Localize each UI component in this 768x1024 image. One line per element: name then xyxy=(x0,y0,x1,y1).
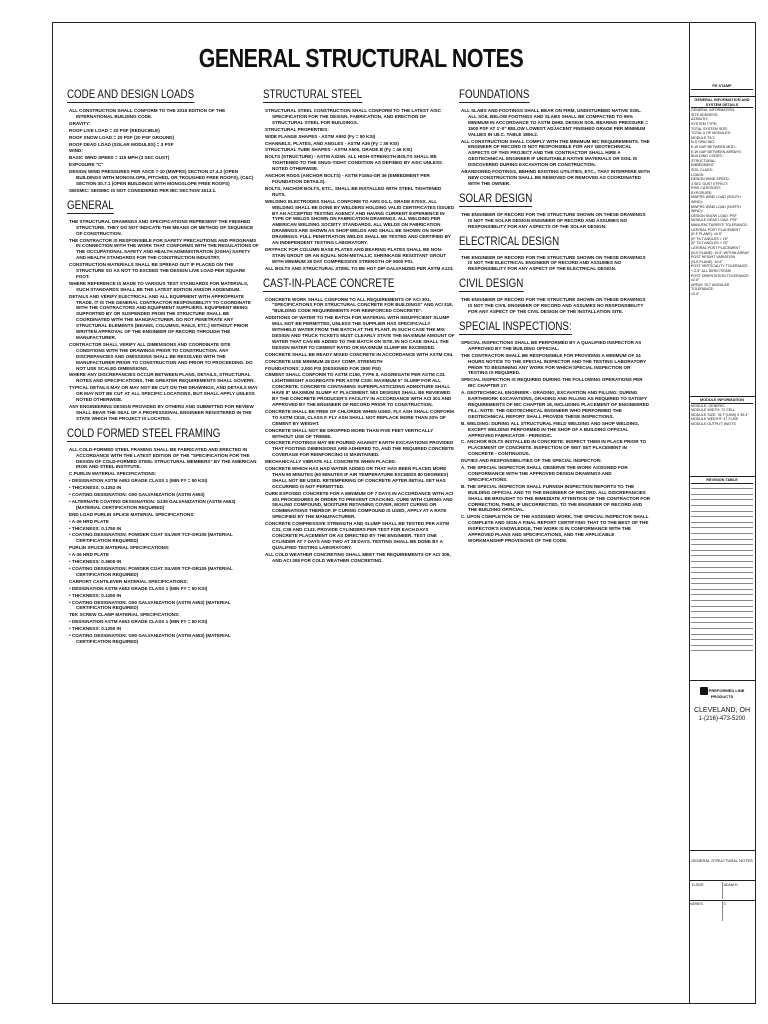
sheet-number: 3 xyxy=(723,902,726,906)
info-line: (IF TILT ANGLES < 20° xyxy=(691,241,729,246)
note-item: • DESIGNATION ASTM A653 GRADE CLASS 1 (MIN FY = 50 KSI) xyxy=(69,619,208,625)
note-item: MECHANICALLY VIBRATE ALL CONCRETE WHEN PLACED. xyxy=(265,459,397,465)
pe-stamp-box xyxy=(689,23,755,97)
note-item: ALL CONSTRUCTION SHALL CONFORM TO THE 2015 EDITION OF THE INTERNATIONAL BUILDING CODE. xyxy=(69,108,226,119)
note-item: CONCRETE WHICH HAS HAD WATER ADDED OR THAT HAS BEEN PLACED MORE THAN 90 MINUTES (60 MINUTES IF AIR TEMPERATURE EXCEEDS 80 DEGREES) SHALL NOT BE USED. RETEMPERING OF CONCRETE AFTER INITIAL SET HAS OCCURRED IS NOT PERMITTED. xyxy=(265,466,449,489)
note-item: C. UPON COMPLETION OF THE ASSIGNED WORK, THE SPECIAL INSPECTOR SHALL COMPLETE AND SIGN A FINAL REPORT CERTIFYING THAT TO THE BEST OF THE INSPECTOR'S KNOWLEDGE, THE WORK IS IN CONFORMANCE WITH THE APPROVED PLANS AND SPECIFICATIONS, AND THE APPLICABLE WORKMANSHIP PROVISIONS OF THE CODE. xyxy=(461,514,649,543)
notes-section xyxy=(459,278,651,315)
info-line: BUILDING CODES: xyxy=(691,154,723,159)
note-item: GRAVITY: xyxy=(69,120,91,126)
note-item: CARPORT CANTILEVER MATERIAL SPECIFICATIONS: xyxy=(69,578,188,584)
info-line: SYSTEM TYPE: xyxy=(691,121,718,126)
notes-section xyxy=(67,200,259,422)
note-item: • DESIGNATION ASTM A653 GRADE CLASS 1 (MIN FY = 50 KSI) xyxy=(69,478,208,484)
note-item: • COATING DESIGNATION: POWDER COAT SILVER TCF-DR105 (MATERIAL CERTIFICATION REQUIRED) xyxy=(69,532,233,544)
note-item: ROOF DEAD LOAD (SOLAR MODULES) = 3 PSF xyxy=(69,141,174,147)
info-line: POST VERTICALITY TOLERANCE: xyxy=(691,264,749,269)
note-item: • COATING DESIGNATION: G90 GALVANIZATION (ASTM A653) (MATERIAL CERTIFICATION REQUIRED) xyxy=(69,633,231,644)
info-line: STRUCTURAL: xyxy=(691,158,717,163)
note-item: DUTIES AND RESPONSIBILITIES OF THE SPECIAL INSPECTOR: xyxy=(461,458,602,464)
note-item: BASIC WIND SPEED = 115 MPH (3 SEC GUST) xyxy=(69,155,170,161)
note-item: CURE EXPOSED CONCRETE FOR A MINIMUM OF 7 DAYS IN ACCORDANCE WITH ACI 301 PROCEDURES IN ORDER TO PREVENT CRACKING. CURE WITH CURING AND SEALING COMPOUND, MOISTURE RETAINING COVER, MOIST CURING OR COMBINATIONS THEREOF. IF CURING COMPOUND IS USED, APPLY AT A RATE SPECIFIED BY THE MANUFACTURER. xyxy=(265,490,454,520)
note-item: ALL COLD-FORMED STEEL FRAMING SHALL BE FABRICATED AND ERECTED IN ACCORDANCE WITH THE LATEST EDITION OF THE "SPECIFICATION FOR THE DESIGN OF COLD-FORMED STEEL STRUCTURAL MEMBERS" BY THE AMERICAN IRON AND STEEL INSTITUTE. xyxy=(69,446,257,470)
note-item: ADDITIONS OF WATER TO THE BATCH FOR MATERIAL WITH INSUFFICIENT SLUMP WILL NOT BE PERMITTED, UNLESS THE SUPPLIER HAS SPECIFICALLY WITHHELD WATER FROM THE BATCH AT THE PLANT. IN SUCH CASE THE MIX DESIGN AND TRUCK TICKETS MUST CLEARLY STATE THE MAXIMUM AMOUNT OF WATER THAT CAN BE ADDED TO THE BATCH ON SITE. IN NO CASE SHALL THE DESIGN WATER TO CEMENT RATIO OR MAXIMUM SLUMP BE EXCEEDED. xyxy=(265,315,455,350)
info-line: (E-F PLANE): ±0.5" xyxy=(691,232,723,237)
note-item: ALL CONSTRUCTION SHALL COMPLY WITH THE MINIMUM IBC REQUIREMENTS. THE ENGINEER OF RECORD IS NOT RESPONSIBLE FOR ANY GEOTECHNICAL ASPECTS OF THIS PROJECT AND THE CONTRACTOR SHALL HIRE A GEOTECHNICAL ENGINEER IF UNSUITABLE NATIVE MATERIALS OR SOIL IS DISCOVERED DURING EXCAVATION OR CONSTRUCTION. xyxy=(461,138,650,168)
section-heading: CIVIL DESIGN xyxy=(459,278,524,291)
general-info-heading: GENERAL INFORMATION AND SYSTEM DETAILS xyxy=(691,98,753,108)
info-line: MODULE: GENERIC xyxy=(691,403,725,408)
info-line: RISK CATEGORY: xyxy=(691,186,722,191)
notes-section xyxy=(263,278,455,564)
drawn-by: ADAM H. xyxy=(723,883,739,887)
company-phone: 1-(216)-473-5200 xyxy=(698,715,746,722)
info-line: TOTAL # OF MODULES: xyxy=(691,131,731,136)
note-item: WHERE REFERENCE IS MADE TO VARIOUS TEST STANDARDS FOR MATERIALS, SUCH STANDARDS SHALL BE THE LATEST EDITION AND/OR ADDENDUM. xyxy=(69,280,249,292)
company-logo xyxy=(691,687,753,700)
info-line: MODULE WEIGHT: 47.3 LBS xyxy=(691,417,739,422)
info-line: MODULE WIDTH: 72 CELL xyxy=(691,408,736,413)
info-line: LOADS: xyxy=(691,172,705,177)
info-line: EXPOSURE: xyxy=(691,190,712,195)
note-item: SEISMIC: SEISMIC IS NOT CONSIDERED PER IBC SECTION 1613.1. xyxy=(69,187,217,193)
section-heading: COLD FORMED STEEL FRAMING xyxy=(67,427,221,440)
note-item: END LOAD PURLIN SPLICE MATERIAL SPECIFICATIONS: xyxy=(69,511,195,517)
info-line: MANUFACTURER'S TOLERANCE: xyxy=(691,223,748,228)
info-line: DESIGN WIND SPEED: xyxy=(691,177,730,182)
info-line: MODULE DEAD LOAD: PSF xyxy=(691,218,738,223)
note-item: A. THE SPECIAL INSPECTOR SHALL OBSERVE THE WORK ASSIGNED FOR CONFORMANCE WITH THE APPROVED DESIGN DRAWINGS AND SPECIFICATIONS. xyxy=(461,465,628,482)
module-info-lines xyxy=(691,404,753,427)
note-item: CONCRETE SHALL BE READY MIXED CONCRETE IN ACCORDANCE WITH ASTM C94. xyxy=(265,351,454,357)
note-item: • THICKNESS: 0.3600 IN xyxy=(69,559,122,565)
info-line: DESIGN SNOW LOAD: PSF xyxy=(691,213,737,218)
info-line: ±2.5° xyxy=(691,291,700,296)
info-line: ARRAY TILT ANGULAR TOLERANCE: xyxy=(691,282,730,292)
info-line: +-2.5° ALL DIRECTIONS xyxy=(691,268,731,273)
info-line: SOIL CLASS: xyxy=(691,167,713,172)
note-item: DESIGN WIND PRESSURES PER ASCE 7-10 (MWFRS) SECTION 27.4.3 (OPEN BUILDINGS WITH MONOSLOPE, PITCHED, OR TROUGHED FREE ROOFS), (C&C) SECTION 30.7.1 (OPEN BUILDINGS WITH MONOSLOPE FREE ROOFS) xyxy=(69,169,254,186)
section-heading: SOLAR DESIGN xyxy=(459,192,533,205)
title-block xyxy=(689,23,755,1003)
note-item: FOUNDATIONS: 3,000 PSI (DESIGNED FOR 2500 PSI) xyxy=(265,365,381,371)
logo-icon xyxy=(700,687,708,695)
note-item: • A-36 HRD PLATE xyxy=(69,518,109,524)
note-item: THE STRUCTURAL DRAWINGS AND SPECIFICATIONS REPRESENT THE FINISHED STRUCTURE. THEY DO NOT INDICATE THE MEANS OR METHOD OF SEQUENCE OF CONSTRUCTION. xyxy=(69,218,254,236)
note-item: SPECIAL INSPECTION IS REQUIRED DURING THE FOLLOWING OPERATIONS PER IBC CHAPTER 17: xyxy=(461,377,643,389)
sheet-info-row-2 xyxy=(689,901,755,921)
note-item: • COATING DESIGNATION: G90 GALVANIZATION (ASTM A653) xyxy=(69,492,205,498)
sheet-size: D-SIZE xyxy=(691,882,723,899)
info-line: LATERAL POST PLACEMENT xyxy=(691,227,741,232)
info-line: MODULE SIZE: 78.7"(1999) X 39.4" xyxy=(691,412,749,417)
note-item: • A-36 HRD PLATE xyxy=(69,552,109,558)
logo-text: PREFORMED LINE PRODUCTS xyxy=(708,688,745,699)
company-city: CLEVELAND, OH xyxy=(693,706,751,714)
revision-table-lines xyxy=(691,484,753,652)
note-item: • THICKNESS: 0.1252 IN xyxy=(69,485,122,491)
note-item: CONCRETE SHALL BE FREE OF CHLORIDE WHEN USED. FLY ASH SHALL CONFORM TO ASTM C618, CLASS F. FLY ASH SHALL NOT REPLACE MORE THAN 20% OF CEMENT BY WEIGHT. xyxy=(265,408,454,426)
note-item: • COATING DESIGNATION: G90 GALVANIZATION (ASTM A653) (MATERIAL CERTIFICATION REQUIRED) xyxy=(69,599,231,611)
note-item: CEMENT SHALL CONFORM TO ASTM C150, TYPE II. AGGREGATE PER ASTM C33. LIGHTWEIGHT AGGREGATE PER ASTM C330. MAXIMUM 5" SLUMP FOR ALL CONCRETE. CONCRETE CONTAINING SUPERPLASTICIZING ADMIXTURE SHALL HAVE 8" MAXIMUM SLUMP AT PLACEMENT. MIX DESIGNS SHALL BE REVIEWED BY THE CONCRETE PRODUCER'S FACILITY IN ACCORDANCE WITH ACI 301 AND APPROVED BY THE ENGINEER OF RECORD PRIOR TO CONSTRUCTION. xyxy=(265,372,452,407)
info-line: AZIMUTH: xyxy=(691,117,708,122)
note-item: STRUCTURAL TUBE SHAPES - ASTM A500, GRADE B (Fy = 46 KSI) xyxy=(265,147,412,153)
info-line: MWFRS WIND LOAD (SOUTH WIND): xyxy=(691,195,741,205)
notes-section xyxy=(67,89,259,194)
note-item: • THICKNESS: 0.1750 IN xyxy=(69,525,122,531)
section-heading: SPECIAL INSPECTIONS: xyxy=(459,320,572,333)
note-item: ALL BOLTS AND STRUCTURAL STEEL TO BE HOT DIP GALVANIZED PER ASTM A123. xyxy=(265,265,454,271)
note-item: ABANDONED FOOTINGS, BEHIND EXISTING UTILITIES, ETC., THAT INTERFERE WITH NEW CONSTRUCTION SHALL BE REMOVED OR REMOVED AS COORDINATED WITH THE OWNER. xyxy=(461,169,650,186)
note-item: CONTRACTOR SHALL VERIFY ALL DIMENSIONS AND COORDINATE SITE CONDITIONS WITH THE DRAWINGS PRIOR TO CONSTRUCTION. ANY DISCREPANCIES AND OMISSIONS SHALL BE RESOLVED WITH THE MANUFACTURER PRIOR TO CONSTRUCTION AND PRIOR TO PROCEEDING. DO NOT USE SCALED DIMENSIONS. xyxy=(69,341,253,371)
note-item: BOLTS (STRUCTURE) - ASTM A325N. ALL HIGH-STRENGTH BOLTS SHALL BE TIGHTENED TO THE SNUG-TIGHT CONDITION AS DEFINED BY AISC UNLESS NOTED OTHERWISE. xyxy=(265,154,442,172)
note-item: ROOF LIVE LOAD = 20 PSF (REDUCIBLE) xyxy=(69,127,160,133)
general-info-box xyxy=(689,97,755,397)
note-item: TEK SCREW CLAMP MATERIAL SPECIFICATIONS: xyxy=(69,612,180,618)
info-line: TOTAL SYSTEM SIZE: xyxy=(691,126,728,131)
info-line: E-W GAP BETWEEN ARRAYS: xyxy=(691,149,742,154)
revision-table-heading: REVISION TABLE xyxy=(691,478,753,484)
note-item: B. WELDING: DURING ALL STRUCTURAL FIELD WELDING AND SHOP WELDING, EXCEPT WELDING PERFORMED IN THE SHOP OF A BUILDING OFFICIAL APPROVED FABRICATOR - PERIODIC. xyxy=(461,420,640,438)
module-info-box xyxy=(689,397,755,477)
notes-section xyxy=(263,89,455,272)
note-item: ANCHOR RODS (ANCHOR BOLTS) - ASTM F1554-GR 36 (EMBEDMENT PER FOUNDATION DETAILS). xyxy=(265,173,430,184)
note-item: ROOF SNOW LOAD = 20 PSF (20 PSF GROUND) xyxy=(69,134,175,140)
sheet-title: GENERAL STRUCTURAL NOTES xyxy=(691,858,753,863)
note-item: CONCRETE COMPRESSIVE STRENGTH AND SLUMP SHALL BE TESTED PER ASTM C31, C39 AND C143. PROVIDE CYLINDERS PER TEST FOR EACH DAYS CONCRETE PLACEMENT OR AS DIRECTED BY THE ENGINEER. TEST ONE CYLINDER AT 7 DAYS AND TWO AT 28 DAYS. TESTING SHALL BE DONE BY A QUALIFIED TESTING LABORATORY. xyxy=(265,521,450,550)
sheet-title-box xyxy=(689,851,755,881)
notes-section xyxy=(459,193,651,230)
note-item: ALL SLABS AND FOOTINGS SHALL BEAR ON FIRM, UNDISTURBED NATIVE SOIL. ALL SOIL BELOW FOOTINGS AND SLABS SHALL BE COMPACTED TO 95% MINIMUM IN ACCORDANCE TO ASTM D698. DESIGN SOIL BEARING PRESSURE = 1500 PSF AT 1'-0" BELOW LOWEST ADJACENT FINISHED GRADE PER MINIMUM VALUES IN I.B.C. TABLE 1806.2. xyxy=(461,108,648,137)
info-line: POST ORIENTATION TOLERANCE: xyxy=(691,273,750,278)
section-heading: GENERAL xyxy=(67,199,114,212)
notes-section xyxy=(459,89,651,187)
note-item: • DESIGNATION ASTM A653 GRADE CLASS 1 (MIN FY = 50 KSI) xyxy=(69,585,208,591)
note-item: THE CONTRACTOR SHALL BE RESPONSIBLE FOR PROVIDING A MINIMUM OF 24 HOURS NOTICE TO THE SPECIAL INSPECTOR AND THE TESTING LABORATORY PRIOR TO BEGINNING ANY WORK FOR WHICH SPECIAL INSPECTION OR TESTING IS REQUIRED. xyxy=(461,352,647,376)
page-title: GENERAL STRUCTURAL NOTES xyxy=(198,43,524,73)
notes-section xyxy=(459,321,651,544)
note-item: C. ANCHOR BOLTS INSTALLED IN CONCRETE: INSPECT THEM IN PLACE PRIOR TO PLACEMENT OF CONCRETE. INSPECTION OF WET SET PLACEMENT IN CONCRETE - CONTINUOUS. xyxy=(461,439,647,457)
info-line: 3 SEC GUST EFFECT: xyxy=(691,181,728,186)
info-line: SITE ADDRESS: xyxy=(691,112,719,117)
info-line: MODULE OUTPUT: WATTS xyxy=(691,421,736,426)
note-item: THE ENGINEER OF RECORD FOR THE STRUCTURE SHOWN ON THESE DRAWINGS IS NOT THE CIVIL ENGINEER OF RECORD AND ASSUMES NO RESPONSIBILITY FOR ANY ASPECT OF THE CIVIL DESIGN OF THE INSTALLATION SITE. xyxy=(461,297,646,315)
notes-column-3 xyxy=(459,89,651,550)
note-item: EXPOSURE "C" xyxy=(69,162,104,168)
info-line: MWFRS WIND LOAD (NORTH WIND): xyxy=(691,204,741,214)
pe-stamp-label: PE STAMP xyxy=(691,84,753,90)
sheet-scale: VARIES xyxy=(689,901,723,921)
note-item: STRUCTURAL PROPERTIES: xyxy=(265,126,329,132)
note-item: SPECIAL INSPECTIONS SHALL BE PERFORMED BY A QUALIFIED INSPECTOR AS APPROVED BY THE BUILDING OFFICIAL. xyxy=(461,339,642,351)
note-item: THE ENGINEER OF RECORD FOR THE STRUCTURE SHOWN ON THESE DRAWINGS IS NOT THE ELECTRICAL ENGINEER OF RECORD AND ASSUMES NO RESPONSIBILITY FOR ANY ASPECT OF THE ELECTRICAL DESIGN. xyxy=(461,254,646,272)
info-line: POST HEIGHT VARIATION xyxy=(691,255,736,260)
section-heading: ELECTRICAL DESIGN xyxy=(459,235,560,248)
note-item: C PURLIN MATERIAL SPECIFICATIONS: xyxy=(69,471,157,477)
section-heading: CAST-IN-PLACE CONCRETE xyxy=(263,277,395,290)
note-item: • THICKNESS: 0.1250 IN xyxy=(69,592,122,598)
info-line: LATERAL POST PLACEMENT xyxy=(691,246,741,250)
info-line: EMBEDMENT: xyxy=(691,163,715,168)
revision-row xyxy=(691,646,753,652)
info-line: (N-S PLANE): ±0.5" WITHIN ARRAY xyxy=(691,250,750,255)
note-item: A. GEOTECHNICAL ENGINEER - GRADING, EXCAVATION AND FILLING: DURING EARTHWORK EXCAVATIONS, GRADING AND FILLING AS REQUIRED TO SATISFY REQUIREMENTS OF IBC CHAPTER 18, INCLUDING PLACEMENT OF ENGINEERED FILL. NOTE: THE GEOTECHNICAL ENGINEER WHO PERFORMED THE GEOTECHNICAL REPORT SHALL PROVIDE THESE INSPECTIONS. xyxy=(461,390,649,419)
company-box xyxy=(689,681,755,851)
note-item: • ALTERNATE COATING DESIGNATION: G235 GALVANIZATION (ASTM A653) (MATERIAL CERTIFICATION REQUIRED) xyxy=(69,498,236,510)
module-info-heading: MODULE INFORMATION xyxy=(691,398,753,404)
note-item: ANY ENGINEERING DESIGN PROVIDED BY OTHERS AND SUBMITTED FOR REVIEW SHALL BEAR THE SEAL OF A PROFESSIONAL ENGINEER REGISTERED IN THE STATE WHICH THE PROJECT IS LOCATED. xyxy=(69,403,254,421)
note-item: WIND: xyxy=(69,148,83,154)
note-item: TYPICAL DETAILS MAY OR MAY NOT BE CUT ON THE DRAWINGS, AND DETAILS MAY OR MAY NOT BE CUT AT ALL SPECIFIC LOCATIONS, BUT SHALL APPLY UNLESS NOTED OTHERWISE. xyxy=(69,385,258,403)
info-line: MODULE TILT: xyxy=(691,135,716,140)
section-heading: FOUNDATIONS xyxy=(459,89,530,101)
notes-section xyxy=(459,236,651,273)
note-item: • THICKNESS: 0.1250 IN xyxy=(69,626,122,632)
general-info-lines xyxy=(691,108,753,296)
info-line: (IF TILT ANGLES > 20° xyxy=(691,236,729,241)
section-heading: STRUCTURAL STEEL xyxy=(263,89,363,101)
sheet-info-row-1 xyxy=(689,881,755,901)
note-item: • COATING DESIGNATION: POWDER COAT SILVER TCF-DR105 (MATERIAL CERTIFICATION REQUIRED) xyxy=(69,566,233,577)
note-item: CONCRETE WORK SHALL CONFORM TO ALL REQUIREMENTS OF ACI 301, "SPECIFICATIONS FOR STRUCTURAL CONCRETE FOR BUILDINGS" AND ACI 318, "BUILDING CODE REQUIREMENTS FOR REINFORCED CONCRETE". xyxy=(265,296,453,314)
note-item: CONCRETE FOOTINGS MAY BE POURED AGAINST EARTH EXCAVATIONS PROVIDED THAT FOOTING DIMENSIONS ARE ADHERED TO, AND THE REQUIRED CONCRETE COVERAGE FOR REINFORCING IS MAINTAINED. xyxy=(265,440,455,458)
drawing-sheet xyxy=(52,22,756,1004)
note-item: CONCRETE SHALL NOT BE DROPPED MORE THAN FIVE FEET VERTICALLY WITHOUT USE OF TREMIE. xyxy=(265,427,434,439)
note-item: B. THE SPECIAL INSPECTOR SHALL FURNISH INSPECTION REPORTS TO THE BUILDING OFFICIAL AND TO THE ENGINEER OF RECORD. ALL DISCREPANCIES SHALL BE BROUGHT TO THE IMMEDIATE ATTENTION OF THE CONTRACTOR FOR CORRECTION, THEN, IF UNCORRECTED, TO THE ENGINEER OF RECORD AND THE BUILDING OFFICIAL. xyxy=(461,483,651,513)
info-line: (N-S PLANE): ±0.5" xyxy=(691,259,723,264)
note-item: PURLIN SPLICE MATERIAL SPECIFICATIONS: xyxy=(69,545,170,551)
notes-section xyxy=(67,428,259,645)
info-line: ±2.5° xyxy=(691,278,700,283)
note-item: DRYPACK FOR COLUMN BASE PLATES AND BEARING PLATES SHALL BE NON-STAIN GROUT OR AN EQUAL NON-METALLIC SHRINKAGE RESISTANT GROUT WITH MINIMUM 28 DAY COMPRESSIVE STRENGTH OF 5000 PSI. xyxy=(265,246,447,264)
notes-column-2 xyxy=(263,89,455,570)
note-item: ALL COLD WEATHER CONCRETING SHALL MEET THE REQUIREMENTS OF ACI 306, AND ACI 308 FOR COLD WEATHER CONCRETING. xyxy=(265,551,451,563)
note-item: STRUCTURAL STEEL CONSTRUCTION SHALL CONFORM TO THE LATEST AISC SPECIFICATION FOR THE DESIGN, FABRICATION, AND ERECTION OF STRUCTURAL STEEL FOR BUILDINGS. xyxy=(265,108,442,125)
revision-box xyxy=(689,477,755,681)
note-item: DETAILS AND VERIFY ELECTRICAL AND ALL EQUIPMENT WITH APPROPRIATE TRADE. IT IS THE GENERAL CONTRACTOR RESPONSIBILITY TO COORDINATE WITH THE CONTRACTORS AND EQUIPMENT SUPPLIERS. EQUIPMENT BEING SUPPORTED BY OR SUSPENDED FROM THE STRUCTURE SHALL BE COORDINATED WITH THE MANUFACTURER. DO NOT PENETRATE ANY STRUCTURAL ELEMENTS (BEAMS, COLUMNS, RAILS, ETC.) WITHOUT PRIOR WRITTEN APPROVAL OF THE ENGINEER OF RECORD THROUGH THE MANUFACTURER. xyxy=(69,293,251,340)
note-item: THE ENGINEER OF RECORD FOR THE STRUCTURE SHOWN ON THESE DRAWINGS IS NOT THE SOLAR DESIGN ENGINEER OF RECORD AND ASSUMES NO RESPONSIBILITY FOR ANY ASPECTS OF THE SOLAR DESIGN. xyxy=(461,211,646,229)
note-item: WHERE ANY DISCREPANCIES OCCUR BETWEEN PLANS, DETAILS, STRUCTURAL NOTES AND SPECIFICATIONS, THE GREATER REQUIREMENTS SHALL GOVERN. xyxy=(69,372,255,384)
note-item: THE CONTRACTOR IS RESPONSIBLE FOR SAFETY PRECAUTIONS AND PROGRAMS IN CONNECTION WITH THE WORK THAT CONFORMS WITH THE REGULATIONS OF THE OCCUPATIONAL SAFETY AND HEALTH ADMINISTRATION (OSHA) SAFETY AND HEALTH STANDARDS FOR THE CONSTRUCTION INDUSTRY. xyxy=(69,237,259,261)
notes-column-1 xyxy=(67,89,259,651)
note-item: WIDE FLANGE SHAPES - ASTM A992 (Fy = 50 KSI) xyxy=(265,133,376,139)
section-heading: CODE AND DESIGN LOADS xyxy=(67,89,195,101)
info-line: E-W GAP BETWEEN MOD.: xyxy=(691,144,737,149)
note-item: WELDING ELECTRODES SHALL CONFORM TO AWS D1.1, GRADE E70XX. ALL WELDING SHALL BE DONE BY WELDERS HOLDING VALID CERTIFICATES ISSUED BY AN ACCEPTED TESTING AGENCY AND HAVING CURRENT EXPERIENCE IN TYPE OF WELDS SHOWN ON FABRICATION DRAWINGS. ALL WELDING PER AMERICAN WELDING SOCIETY STANDARDS. ALL WELDS ON FABRICATION DRAWINGS ARE SHOWN AS SHOP WELDS AND SHALL BE SHOWN ON SHOP DRAWINGS. FULL PENETRATION WELDS SHALL BE TESTED AND CERTIFIED BY AN INDEPENDENT TESTING LABORATORY. xyxy=(265,198,455,246)
note-item: CHANNELS, PLATES, AND ANGLES - ASTM A36 (Fy = 36 KSI) xyxy=(265,140,399,146)
note-item: CONCRETE USE MINIMUM 28 DAY COMP. STRENGTH xyxy=(265,358,383,364)
note-item: BOLTS, ANCHOR BOLTS, ETC., SHALL BE INSTALLED WITH STEEL TIGHTENED NUTS. xyxy=(265,185,442,197)
notes-area xyxy=(53,23,690,1003)
info-line: GENERAL INFORMATION: xyxy=(691,108,735,113)
info-line: N-S SPACING: xyxy=(691,140,716,145)
note-item: CONSTRUCTION MATERIALS SHALL BE SPREAD OUT IF PLACED ON THE STRUCTURE SO AS NOT TO EXCEED THE DESIGN LIVE LOAD PER SQUARE FOOT. xyxy=(69,262,246,279)
